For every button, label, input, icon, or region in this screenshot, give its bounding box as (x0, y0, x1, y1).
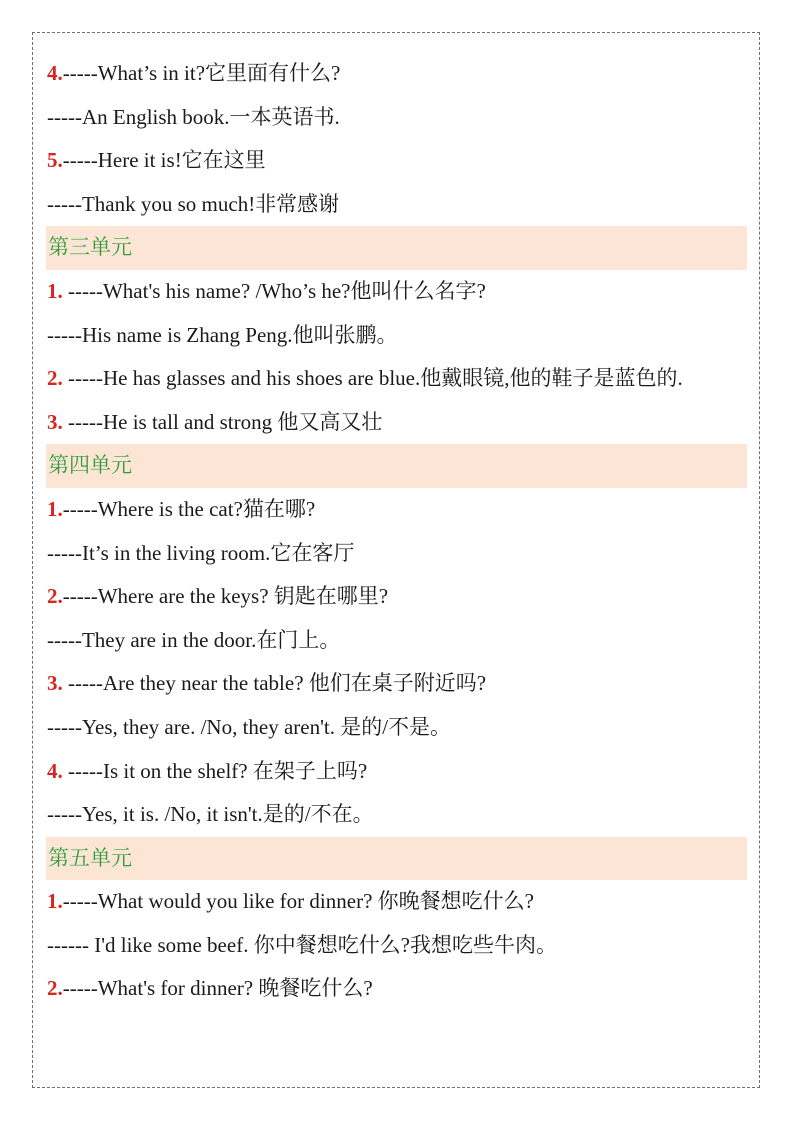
line-text: -----His name is Zhang Peng.他叫张鹏。 (47, 322, 398, 347)
dialogue-line (47, 401, 747, 445)
line-text: -----They are in the door.在门上。 (47, 627, 341, 652)
dialogue-line (47, 967, 747, 1011)
line-text: -----Yes, it is. /No, it isn't.是的/不在。 (47, 802, 374, 827)
unit-heading: 第四单元 (46, 444, 747, 488)
line-text: -----Are they near the table? 他们在桌子附近吗? (62, 671, 487, 696)
dialogue-line (47, 270, 747, 314)
item-number: 2. (47, 976, 63, 1001)
dialogue-line (47, 139, 747, 183)
line-text: -----An English book.一本英语书. (47, 104, 340, 129)
item-number: 1. (47, 278, 63, 303)
dialogue-line (47, 880, 747, 924)
document-body (47, 52, 747, 1011)
item-number: 2. (47, 366, 63, 391)
item-number: 3. (47, 671, 63, 696)
line-text: -----Is it on the shelf? 在架子上吗? (62, 758, 368, 783)
line-text: -----Yes, they are. /No, they aren't. 是的/不是。 (47, 714, 452, 739)
line-text: -----He has glasses and his shoes are blue.他戴眼镜,他的鞋子是蓝色的. (62, 366, 683, 391)
dialogue-line (47, 924, 747, 968)
dialogue-line (47, 488, 747, 532)
line-text: -----Where is the cat?猫在哪? (62, 496, 316, 521)
dialogue-line (47, 706, 747, 750)
line-text: -----It’s in the living room.它在客厅 (47, 540, 355, 565)
dialogue-line (47, 52, 747, 96)
line-text: -----What’s in it?它里面有什么? (62, 61, 341, 85)
dialogue-line (47, 575, 747, 619)
line-text: -----What's his name? /Who’s he?他叫什么名字? (62, 278, 486, 303)
item-number: 1. (47, 889, 63, 914)
dialogue-line (47, 750, 747, 794)
item-number: 5. (47, 148, 63, 173)
item-number: 1. (47, 496, 63, 521)
dialogue-line (47, 619, 747, 663)
item-number: 4. (47, 758, 63, 783)
unit-heading: 第三单元 (46, 226, 747, 270)
line-text: -----What would you like for dinner? 你晚餐想吃什么? (62, 889, 534, 914)
dialogue-line (47, 793, 747, 837)
dialogue-line (47, 532, 747, 576)
line-text: -----Where are the keys? 钥匙在哪里? (62, 584, 389, 609)
line-text: -----Thank you so much!非常感谢 (47, 191, 340, 216)
dialogue-line (47, 662, 747, 706)
item-number: 2. (47, 584, 63, 609)
dialogue-line (47, 96, 747, 140)
line-text: -----Here it is!它在这里 (62, 148, 266, 173)
dialogue-line (47, 357, 747, 401)
line-text: ------ I'd like some beef. 你中餐想吃什么?我想吃些牛肉。 (47, 932, 558, 957)
item-number: 4. (47, 61, 63, 85)
dialogue-line (47, 314, 747, 358)
line-text: -----What's for dinner? 晚餐吃什么? (62, 976, 373, 1001)
item-number: 3. (47, 409, 63, 434)
dialogue-line (47, 183, 747, 227)
line-text: -----He is tall and strong 他又高又壮 (62, 409, 383, 434)
unit-heading: 第五单元 (46, 837, 747, 881)
